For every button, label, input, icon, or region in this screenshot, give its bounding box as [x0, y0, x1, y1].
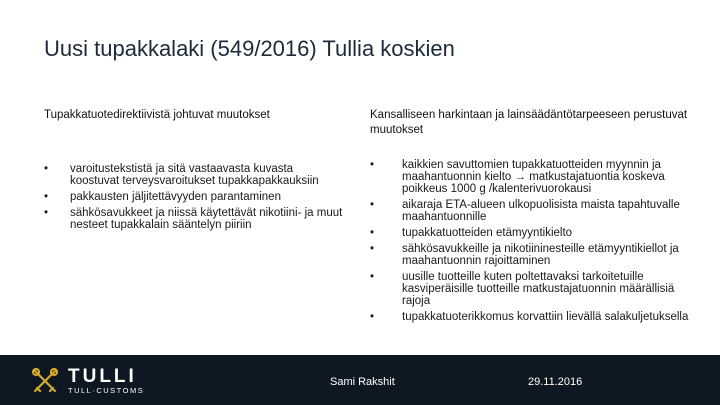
- slide-title: Uusi tupakkalaki (549/2016) Tullia koskien: [44, 36, 455, 61]
- bullet-item: [370, 243, 690, 267]
- bullet-item: [370, 159, 690, 195]
- bullet-text: sähkösavukkeet ja niissä käytettävät nikotiini- ja muut nesteet tupakkalain sääntelyn piiriin: [70, 207, 343, 231]
- bullet-dot: •: [370, 159, 375, 171]
- bullet-dot: •: [370, 243, 375, 255]
- bullet-text: varoitustekstistä ja sitä vastaavasta kuvasta koostuvat terveysvaroitukset tupakkapakkauksiin: [70, 163, 319, 187]
- footer-date: 29.11.2016: [528, 376, 583, 388]
- bullet-dot: •: [44, 163, 49, 175]
- bullet-dot: •: [44, 207, 49, 219]
- bullet-item: [44, 207, 344, 231]
- footer-author: Sami Rakshit: [330, 376, 395, 388]
- bullet-text: tupakkatuoterikkomus korvattiin lievällä salakuljetuksella: [402, 311, 689, 323]
- bullet-text: uusille tuotteille kuten poltettavaksi tarkoitetuille kasviperäisille tuotteille matkustajatuonnin määrällisiä rajoja: [402, 271, 675, 307]
- right-bullet-list: [370, 159, 690, 327]
- bullet-dot: •: [370, 227, 375, 239]
- bullet-item: [370, 227, 690, 239]
- bullet-text: kaikkien savuttomien tupakkatuotteiden myynnin ja maahantuonnin kielto → matkustajatuontia koskeva poikkeus 1000 g /kalenterivuorokausi: [402, 159, 665, 195]
- bullet-dot: •: [370, 199, 375, 211]
- bullet-text: pakkausten jäljitettävyyden parantaminen: [70, 191, 281, 203]
- bullet-dot: •: [370, 271, 375, 283]
- bullet-text: aikaraja ETA-alueen ulkopuolisista maista tapahtuvalle maahantuonnille: [402, 199, 680, 223]
- bullet-item: [370, 311, 690, 323]
- bullet-text: tupakkatuotteiden etämyyntikielto: [402, 227, 573, 239]
- bullet-item: [370, 271, 690, 307]
- bullet-dot: •: [44, 191, 49, 203]
- bullet-item: [370, 199, 690, 223]
- left-bullet-list: [44, 163, 344, 235]
- crossed-keys-emblem-icon: [30, 366, 60, 396]
- right-column-heading: Kansalliseen harkintaan ja lainsäädäntötarpeeseen perustuvat muutokset: [370, 109, 688, 136]
- bullet-dot: •: [370, 311, 375, 323]
- tulli-logo: [30, 366, 144, 396]
- logo-main-text: TULLI: [68, 365, 137, 387]
- logo-sub-text: TULL·CUSTOMS: [68, 385, 145, 395]
- bullet-item: [44, 163, 344, 187]
- bullet-item: [44, 191, 344, 203]
- left-column-heading: Tupakkatuotedirektiivistä johtuvat muutokset: [44, 109, 270, 121]
- bullet-text: sähkösavukkeille ja nikotiininesteille etämyyntikiellot ja maahantuonnin rajoittaminen: [402, 243, 679, 267]
